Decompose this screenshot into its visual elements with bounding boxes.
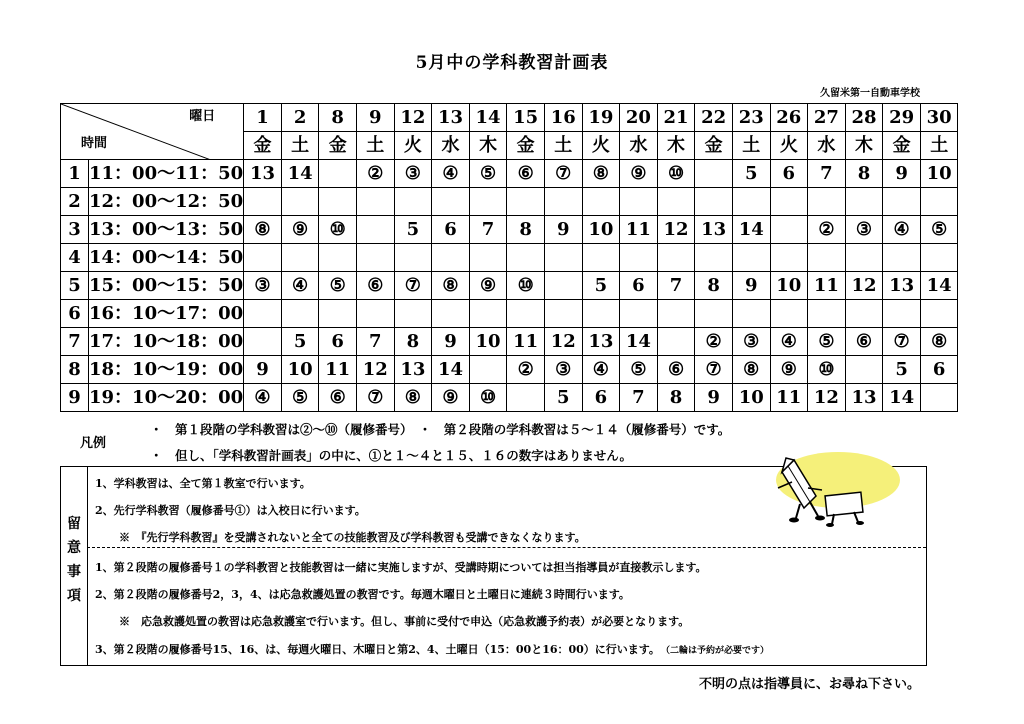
schedule-cell: 10 xyxy=(469,328,507,356)
schedule-cell xyxy=(544,244,582,272)
schedule-cell xyxy=(770,188,808,216)
weekday: 土 xyxy=(281,132,319,160)
schedule-cell: ④ xyxy=(281,272,319,300)
schedule-cell xyxy=(507,244,545,272)
schedule-cell: 7 xyxy=(469,216,507,244)
schedule-cell: ⑥ xyxy=(356,272,394,300)
weekday: 金 xyxy=(883,132,921,160)
schedule-cell: 11 xyxy=(319,356,357,384)
schedule-cell xyxy=(657,188,695,216)
schedule-cell xyxy=(582,244,620,272)
period-time: 12：00～12：50 xyxy=(89,188,244,216)
schedule-cell xyxy=(732,188,770,216)
day-number: 23 xyxy=(732,104,770,132)
schedule-cell: 14 xyxy=(883,384,921,412)
schedule-cell xyxy=(507,384,545,412)
day-number: 1 xyxy=(244,104,282,132)
schedule-cell xyxy=(507,300,545,328)
schedule-cell: 8 xyxy=(695,272,733,300)
schedule-cell xyxy=(244,328,282,356)
day-number: 27 xyxy=(808,104,846,132)
schedule-cell: ⑦ xyxy=(695,356,733,384)
day-number: 14 xyxy=(469,104,507,132)
notes-side-char: 項 xyxy=(67,588,81,604)
schedule-cell xyxy=(469,244,507,272)
schedule-cell: 14 xyxy=(432,356,470,384)
period-row xyxy=(61,188,958,216)
schedule-cell: ⑦ xyxy=(883,328,921,356)
schedule-cell xyxy=(920,384,958,412)
schedule-cell: 12 xyxy=(845,272,883,300)
day-number: 30 xyxy=(920,104,958,132)
schedule-cell xyxy=(883,300,921,328)
schedule-cell: ⑧ xyxy=(394,384,432,412)
schedule-cell xyxy=(657,244,695,272)
period-time: 14：00～14：50 xyxy=(89,244,244,272)
schedule-cell: 13 xyxy=(883,272,921,300)
schedule-cell xyxy=(770,300,808,328)
weekday: 水 xyxy=(808,132,846,160)
schedule-cell: ⑥ xyxy=(657,356,695,384)
schedule-cell xyxy=(732,300,770,328)
schedule-cell: ④ xyxy=(432,160,470,188)
weekday: 火 xyxy=(770,132,808,160)
schedule-cell: 9 xyxy=(432,328,470,356)
footer-note: 不明の点は指導員に、お尋ね下さい。 xyxy=(698,677,920,692)
schedule-cell: ⑨ xyxy=(432,384,470,412)
note-line xyxy=(95,641,769,657)
schedule-cell: 6 xyxy=(582,384,620,412)
day-number: 12 xyxy=(394,104,432,132)
schedule-cell xyxy=(883,244,921,272)
weekday: 木 xyxy=(657,132,695,160)
schedule-cell: 8 xyxy=(507,216,545,244)
schedule-cell xyxy=(356,244,394,272)
schedule-cell: ② xyxy=(507,356,545,384)
legend-line-1: ・ 第１段階の学科教習は②～⑩（履修番号） ・ 第２段階の学科教習は５～１４（履修番号）です。 xyxy=(150,422,731,437)
schedule-cell: 13 xyxy=(695,216,733,244)
school-name: 久留米第一自動車学校 xyxy=(820,88,920,99)
weekday: 木 xyxy=(469,132,507,160)
schedule-cell: ⑦ xyxy=(544,160,582,188)
schedule-cell: 8 xyxy=(394,328,432,356)
day-number: 21 xyxy=(657,104,695,132)
note-line: ※ 応急救護処置の教習は応急救護室で行います。但し、事前に受付で申込（応急救護予約表）が必要となります。 xyxy=(119,615,690,628)
schedule-cell xyxy=(808,300,846,328)
schedule-cell: ⑨ xyxy=(770,356,808,384)
schedule-cell: 13 xyxy=(394,356,432,384)
schedule-cell xyxy=(432,300,470,328)
schedule-cell xyxy=(620,188,658,216)
schedule-cell xyxy=(845,188,883,216)
period-number: 4 xyxy=(61,244,89,272)
notes-side-char: 意 xyxy=(67,540,81,556)
schedule-cell: 14 xyxy=(281,160,319,188)
note-line: 1、学科教習は、全て第１教室で行います。 xyxy=(95,477,311,490)
schedule-cell: 5 xyxy=(883,356,921,384)
schedule-cell xyxy=(770,244,808,272)
schedule-cell: 11 xyxy=(507,328,545,356)
weekday: 土 xyxy=(920,132,958,160)
schedule-cell: ⑤ xyxy=(808,328,846,356)
schedule-cell: ④ xyxy=(582,356,620,384)
schedule-cell xyxy=(319,300,357,328)
schedule-cell xyxy=(657,328,695,356)
schedule-cell: ⑤ xyxy=(281,384,319,412)
schedule-cell xyxy=(244,300,282,328)
schedule-cell: 6 xyxy=(920,356,958,384)
schedule-cell xyxy=(883,188,921,216)
schedule-cell xyxy=(620,300,658,328)
schedule-cell xyxy=(244,188,282,216)
weekday: 土 xyxy=(356,132,394,160)
schedule-cell xyxy=(620,244,658,272)
schedule-cell: 12 xyxy=(657,216,695,244)
day-number: 19 xyxy=(582,104,620,132)
schedule-cell xyxy=(920,188,958,216)
schedule-cell: ⑦ xyxy=(356,384,394,412)
schedule-cell xyxy=(770,216,808,244)
schedule-cell xyxy=(244,244,282,272)
schedule-cell xyxy=(695,188,733,216)
schedule-cell: 7 xyxy=(620,384,658,412)
period-row xyxy=(61,244,958,272)
schedule-cell xyxy=(845,244,883,272)
schedule-cell: 6 xyxy=(319,328,357,356)
schedule-cell: 6 xyxy=(432,216,470,244)
note-small: （二輪は予約が必要です） xyxy=(665,646,769,656)
schedule-cell: ⑧ xyxy=(732,356,770,384)
schedule-cell: 14 xyxy=(732,216,770,244)
period-number: 1 xyxy=(61,160,89,188)
schedule-cell xyxy=(432,244,470,272)
schedule-cell: 13 xyxy=(845,384,883,412)
schedule-cell xyxy=(356,300,394,328)
schedule-cell xyxy=(469,188,507,216)
schedule-cell: ⑨ xyxy=(281,216,319,244)
schedule-cell: ⑤ xyxy=(620,356,658,384)
schedule-cell: ⑥ xyxy=(319,384,357,412)
schedule-cell: ③ xyxy=(845,216,883,244)
day-number: 28 xyxy=(845,104,883,132)
period-time: 18：10～19：00 xyxy=(89,356,244,384)
schedule-cell: ⑨ xyxy=(469,272,507,300)
legend-label: 凡例 xyxy=(80,436,107,451)
schedule-cell: 13 xyxy=(582,328,620,356)
day-number: 22 xyxy=(695,104,733,132)
schedule-cell xyxy=(657,300,695,328)
schedule-cell xyxy=(507,188,545,216)
schedule-cell: ⑧ xyxy=(432,272,470,300)
schedule-cell xyxy=(356,188,394,216)
day-number: 15 xyxy=(507,104,545,132)
schedule-cell xyxy=(808,244,846,272)
period-number: 7 xyxy=(61,328,89,356)
weekday: 金 xyxy=(319,132,357,160)
schedule-cell: ② xyxy=(808,216,846,244)
schedule-cell: 9 xyxy=(732,272,770,300)
note-line: 2、第２段階の履修番号2，3，4、は応急救護処置の教習です。毎週木曜日と土曜日に連続３時間行います。 xyxy=(95,588,630,601)
weekday: 水 xyxy=(620,132,658,160)
schedule-cell: 7 xyxy=(808,160,846,188)
weekday: 金 xyxy=(507,132,545,160)
schedule-cell xyxy=(845,356,883,384)
schedule-cell: ⑨ xyxy=(620,160,658,188)
weekday: 木 xyxy=(845,132,883,160)
day-number: 26 xyxy=(770,104,808,132)
period-row xyxy=(61,384,958,412)
schedule-cell xyxy=(732,244,770,272)
schedule-cell xyxy=(394,300,432,328)
schedule-cell: ⑦ xyxy=(394,272,432,300)
schedule-cell: 7 xyxy=(657,272,695,300)
schedule-cell xyxy=(281,188,319,216)
schedule-cell xyxy=(544,272,582,300)
weekday-header: 曜日 xyxy=(189,109,216,124)
day-number: 16 xyxy=(544,104,582,132)
period-time: 16：10～17：00 xyxy=(89,300,244,328)
schedule-cell: 14 xyxy=(620,328,658,356)
weekday: 火 xyxy=(582,132,620,160)
period-time: 13：00～13：50 xyxy=(89,216,244,244)
schedule-cell xyxy=(845,300,883,328)
schedule-cell: ⑩ xyxy=(469,384,507,412)
legend-line-2: ・ 但し、「学科教習計画表」の中に、①と１～４と１５、１６の数字はありません。 xyxy=(150,448,633,463)
schedule-cell: 8 xyxy=(657,384,695,412)
schedule-cell: 11 xyxy=(620,216,658,244)
schedule-cell: ⑧ xyxy=(920,328,958,356)
period-row xyxy=(61,272,958,300)
period-time: 19：10～20：00 xyxy=(89,384,244,412)
schedule-cell: ⑩ xyxy=(808,356,846,384)
schedule-cell: 12 xyxy=(808,384,846,412)
day-number: 8 xyxy=(319,104,357,132)
schedule-cell: ⑤ xyxy=(319,272,357,300)
period-row xyxy=(61,328,958,356)
schedule-cell: 5 xyxy=(544,384,582,412)
schedule-cell: ⑩ xyxy=(657,160,695,188)
schedule-cell: ④ xyxy=(883,216,921,244)
period-row xyxy=(61,300,958,328)
schedule-cell: 5 xyxy=(394,216,432,244)
day-number: 20 xyxy=(620,104,658,132)
note-line: 2、先行学科教習（履修番号①）は入校日に行います。 xyxy=(95,504,366,517)
header-corner xyxy=(61,104,244,160)
schedule-cell: ⑤ xyxy=(469,160,507,188)
schedule-cell: ⑩ xyxy=(319,216,357,244)
schedule-cell: ⑥ xyxy=(507,160,545,188)
schedule-cell xyxy=(432,188,470,216)
schedule-cell: ⑩ xyxy=(507,272,545,300)
schedule-cell: 10 xyxy=(732,384,770,412)
schedule-cell xyxy=(920,244,958,272)
schedule-cell: 9 xyxy=(544,216,582,244)
period-time: 11：00～11：50 xyxy=(89,160,244,188)
period-number: 6 xyxy=(61,300,89,328)
weekday: 水 xyxy=(432,132,470,160)
schedule-cell: 5 xyxy=(582,272,620,300)
schedule-cell xyxy=(544,300,582,328)
schedule-cell xyxy=(319,188,357,216)
schedule-cell: 9 xyxy=(695,384,733,412)
schedule-cell xyxy=(582,188,620,216)
schedule-cell: 14 xyxy=(920,272,958,300)
schedule-cell xyxy=(319,244,357,272)
period-row xyxy=(61,356,958,384)
schedule-cell xyxy=(695,244,733,272)
schedule-cell: 11 xyxy=(770,384,808,412)
schedule-cell: ③ xyxy=(244,272,282,300)
day-number: 2 xyxy=(281,104,319,132)
note-line: 1、第２段階の履修番号１の学科教習と技能教習は一緒に実施しますが、受講時期については担当指導員が直接教示します。 xyxy=(95,561,707,574)
divider xyxy=(87,547,926,548)
period-row xyxy=(61,160,958,188)
notes-side-label xyxy=(61,467,88,665)
schedule-cell xyxy=(281,300,319,328)
schedule-cell: 10 xyxy=(281,356,319,384)
schedule-cell: ② xyxy=(695,328,733,356)
notes-side-char: 事 xyxy=(67,564,81,580)
schedule-cell xyxy=(469,300,507,328)
schedule-cell: ③ xyxy=(394,160,432,188)
schedule-cell: ③ xyxy=(732,328,770,356)
schedule-cell: 6 xyxy=(770,160,808,188)
schedule-cell xyxy=(394,188,432,216)
period-number: 9 xyxy=(61,384,89,412)
schedule-cell: ② xyxy=(356,160,394,188)
period-time: 17：10～18：00 xyxy=(89,328,244,356)
period-time: 15：00～15：50 xyxy=(89,272,244,300)
period-row xyxy=(61,216,958,244)
schedule-cell xyxy=(695,160,733,188)
schedule-cell: 5 xyxy=(281,328,319,356)
weekday: 土 xyxy=(544,132,582,160)
schedule-cell: 11 xyxy=(808,272,846,300)
schedule-cell xyxy=(356,216,394,244)
schedule-cell xyxy=(469,356,507,384)
schedule-cell: 12 xyxy=(544,328,582,356)
pencil-eraser-illustration xyxy=(738,452,908,532)
schedule-cell: ③ xyxy=(544,356,582,384)
period-number: 8 xyxy=(61,356,89,384)
weekday: 土 xyxy=(732,132,770,160)
schedule-cell: ⑧ xyxy=(244,216,282,244)
weekday: 金 xyxy=(244,132,282,160)
schedule-cell: ④ xyxy=(244,384,282,412)
note-line-text: 3、第２段階の履修番号15、16、は、毎週火曜日、木曜日と第2、4、土曜日（15：00と16：00）に行います。 xyxy=(95,643,655,656)
schedule-cell xyxy=(281,244,319,272)
schedule-cell: 10 xyxy=(770,272,808,300)
schedule-cell: 6 xyxy=(620,272,658,300)
page-title: 5月中の学科教習計画表 xyxy=(415,53,609,73)
schedule-cell: ⑧ xyxy=(582,160,620,188)
note-line: ※ 『先行学科教習』を受講されないと全ての技能教習及び学科教習も受講できなくなります。 xyxy=(119,531,586,544)
schedule-cell: 13 xyxy=(244,160,282,188)
schedule-cell: ⑤ xyxy=(920,216,958,244)
period-number: 3 xyxy=(61,216,89,244)
schedule-cell: 9 xyxy=(244,356,282,384)
schedule-cell xyxy=(695,300,733,328)
schedule-cell xyxy=(920,300,958,328)
schedule-cell: ④ xyxy=(770,328,808,356)
schedule-cell xyxy=(544,188,582,216)
day-number: 13 xyxy=(432,104,470,132)
schedule-cell: 12 xyxy=(356,356,394,384)
day-number: 9 xyxy=(356,104,394,132)
period-number: 2 xyxy=(61,188,89,216)
time-header: 時間 xyxy=(81,136,108,151)
schedule-cell xyxy=(394,244,432,272)
schedule-cell: 10 xyxy=(582,216,620,244)
schedule-cell: 8 xyxy=(845,160,883,188)
schedule-table xyxy=(60,103,958,412)
eraser-icon xyxy=(825,492,864,527)
schedule-cell xyxy=(582,300,620,328)
schedule-cell: 9 xyxy=(883,160,921,188)
weekday: 火 xyxy=(394,132,432,160)
schedule-cell xyxy=(319,160,357,188)
schedule-cell: 10 xyxy=(920,160,958,188)
period-number: 5 xyxy=(61,272,89,300)
weekday: 金 xyxy=(695,132,733,160)
schedule-cell xyxy=(808,188,846,216)
schedule-cell: ⑥ xyxy=(845,328,883,356)
day-number: 29 xyxy=(883,104,921,132)
schedule-cell: 7 xyxy=(356,328,394,356)
schedule-cell: 5 xyxy=(732,160,770,188)
notes-side-char: 留 xyxy=(67,516,81,532)
